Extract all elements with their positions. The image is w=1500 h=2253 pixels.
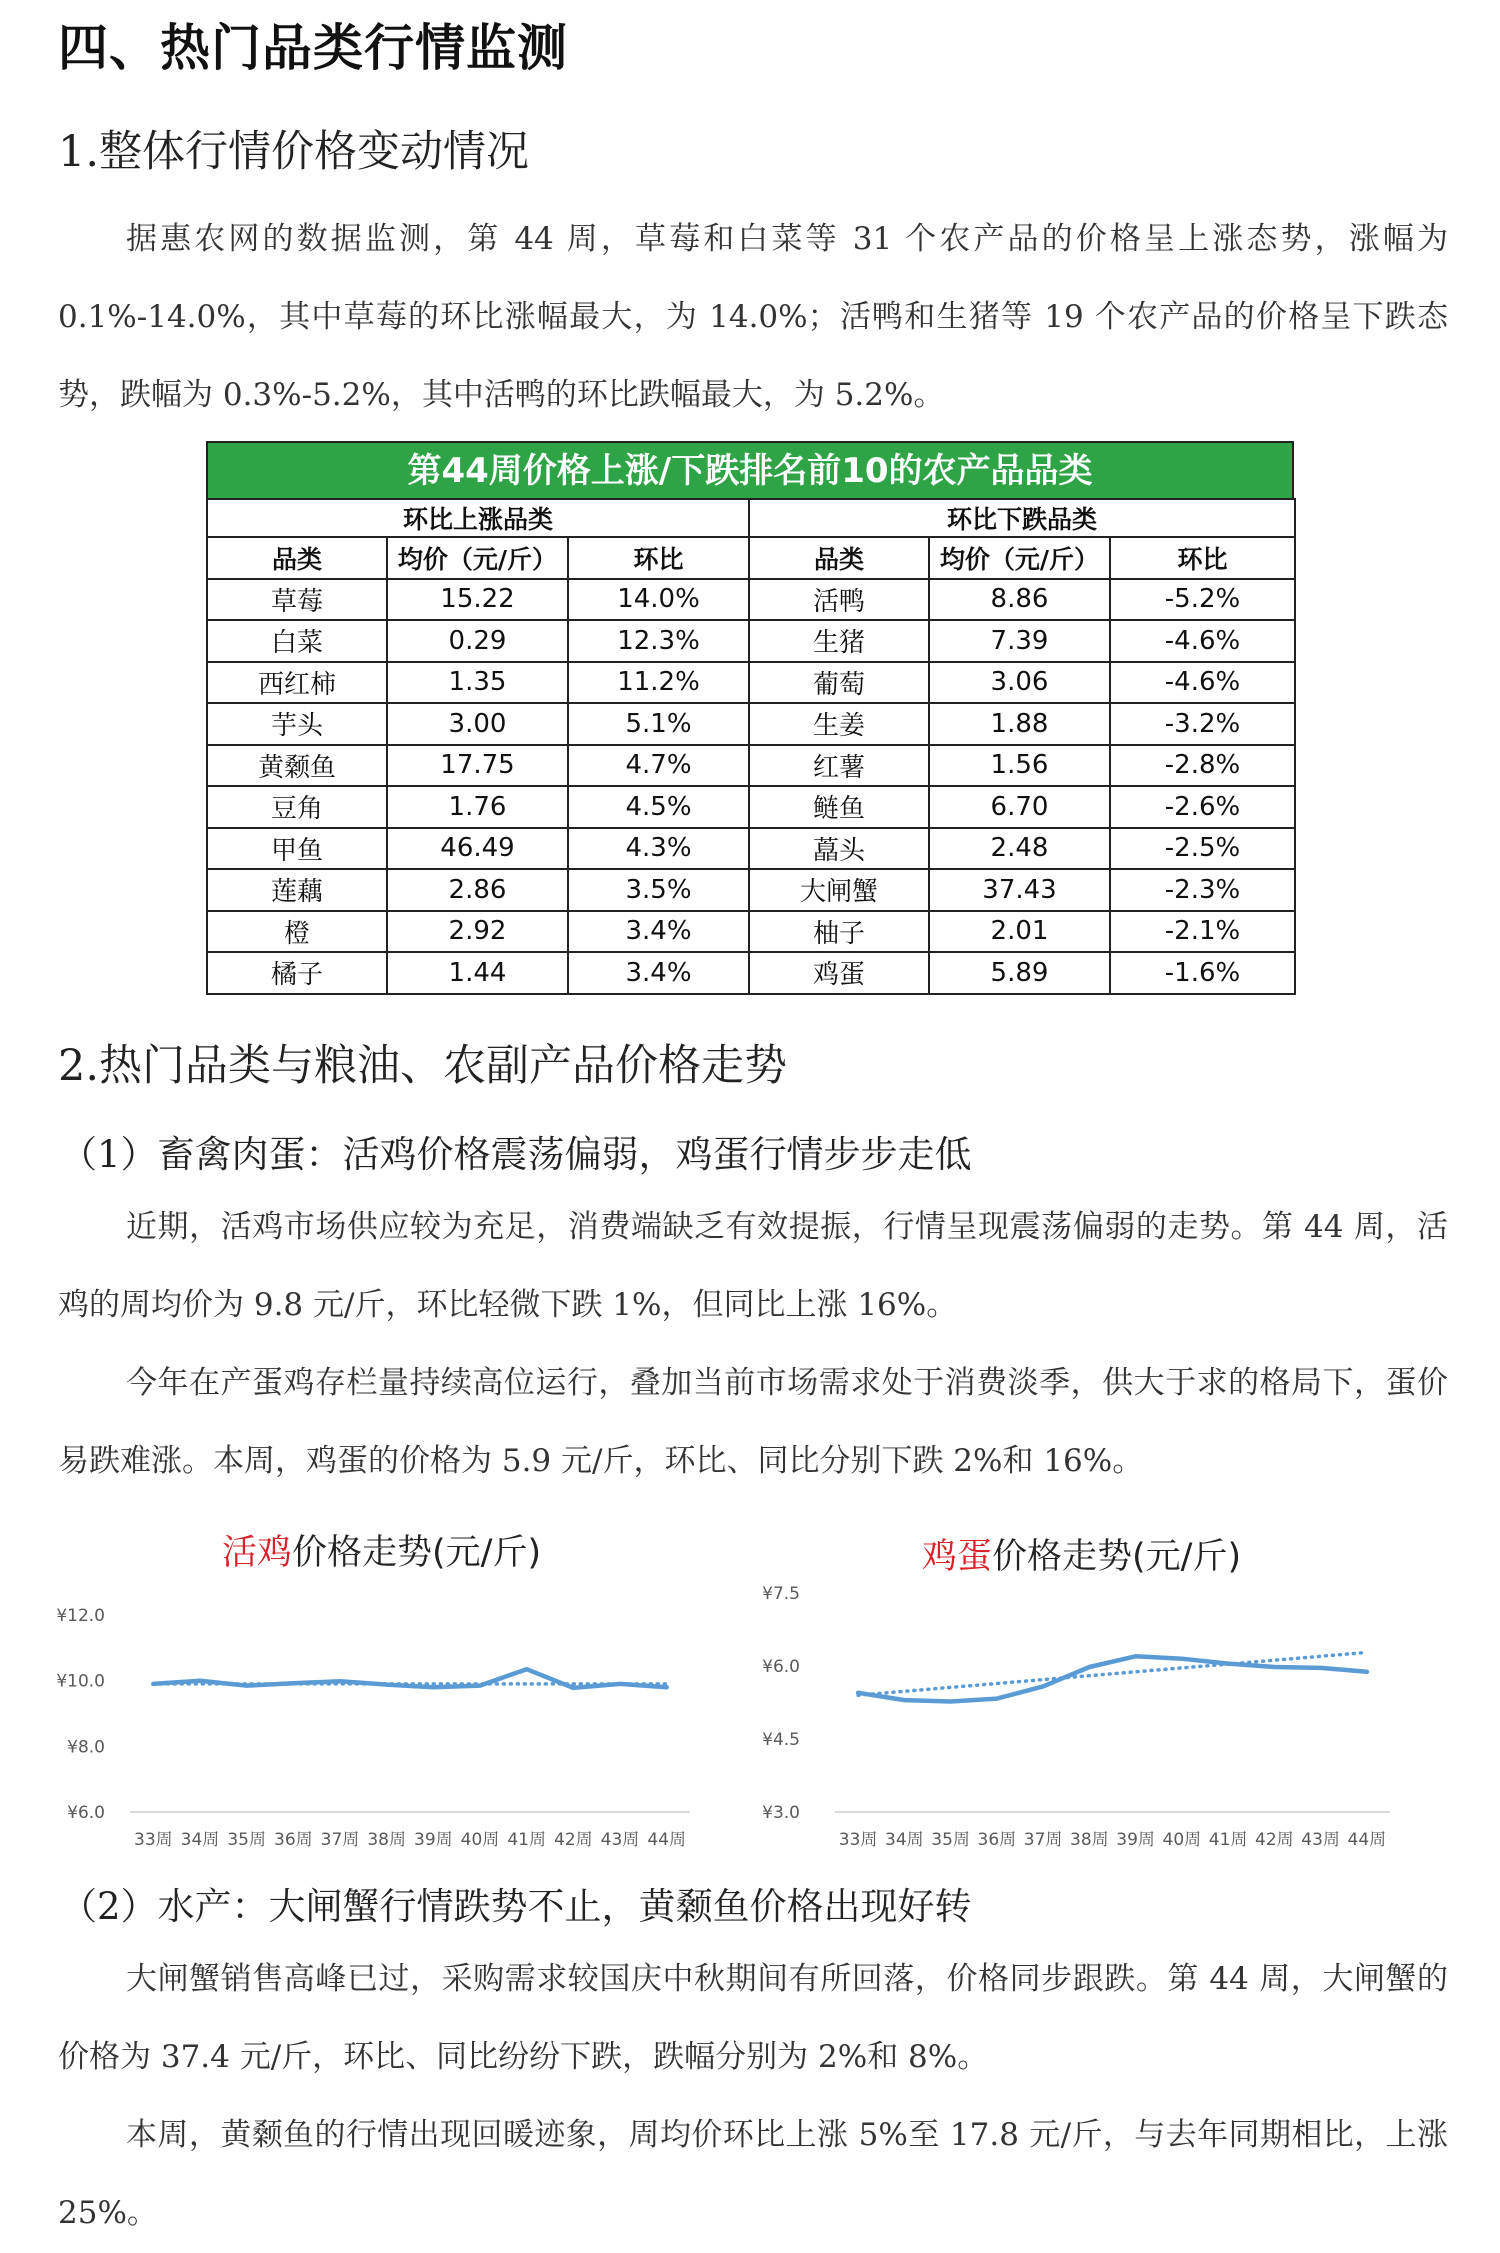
subsection-title-2: 2.热门品类与粮油、农副产品价格走势 [58,1041,788,1091]
table-cell-down-change: -2.3% [1110,869,1295,911]
table-cell-down-change: -3.2% [1110,703,1295,745]
table-cell-down-change: -1.6% [1110,952,1295,994]
trend-line [858,1652,1367,1695]
table-cell-up-change: 5.1% [568,703,749,745]
chart-title-rest: 价格走势(元/斤) [292,1533,542,1573]
table-cell-down-name: 红薯 [749,745,929,787]
x-tick-label: 37周 [320,1830,360,1850]
aquatic-subtitle: （2）水产：大闸蟹行情跌势不止，黄颡鱼价格出现好转 [60,1885,972,1928]
chicken-price-chart [40,1515,720,1855]
table-row [207,869,1295,911]
table-cell-up-price: 3.00 [387,703,568,745]
table-cell-down-change: -2.6% [1110,786,1295,828]
x-tick-label: 41周 [1208,1830,1248,1850]
table-cell-up-change: 4.3% [568,828,749,870]
table-cell-up-price: 1.35 [387,662,568,704]
x-tick-label: 41周 [507,1830,546,1850]
table-cell-up-name: 莲藕 [207,869,387,911]
y-tick-label: ¥6.0 [762,1657,800,1677]
table-row [207,786,1295,828]
y-tick-label: ¥8.0 [67,1737,105,1758]
table-cell-up-price: 17.75 [387,745,568,787]
table-cell-up-change: 3.4% [568,952,749,994]
y-tick-label: ¥7.5 [762,1584,800,1604]
table-cell-up-change: 4.7% [568,745,749,787]
table-cell-down-name: 鸡蛋 [749,952,929,994]
table-cell-up-price: 2.86 [387,869,568,911]
x-tick-label: 42周 [1255,1830,1294,1850]
col-header-change: 环比 [1110,537,1295,579]
egg-price-plot [740,1515,1420,1855]
table-cell-up-name: 芋头 [207,703,387,745]
table-cell-up-price: 46.49 [387,828,568,870]
ranking-table [206,441,1294,995]
table-cell-down-name: 鲢鱼 [749,786,929,828]
chart-title-highlight: 活鸡 [222,1533,293,1573]
table-cell-up-price: 0.29 [387,620,568,662]
x-tick-label: 33周 [838,1830,878,1850]
table-cell-up-name: 橘子 [207,952,387,994]
price-line [858,1656,1367,1701]
table-cell-up-name: 西红柿 [207,662,387,704]
table-cell-down-name: 柚子 [749,911,929,953]
table-cell-down-price: 7.39 [929,620,1110,662]
x-tick-label: 34周 [885,1830,924,1850]
col-header-name: 品类 [749,537,929,579]
y-tick-label: ¥6.0 [67,1803,105,1823]
y-tick-label: ¥4.5 [762,1730,800,1750]
table-cell-up-price: 15.22 [387,579,568,621]
table-cell-up-price: 2.92 [387,911,568,953]
table-cell-up-change: 3.5% [568,869,749,911]
table-row [207,703,1295,745]
table-row [207,662,1295,704]
x-tick-label: 44周 [1347,1830,1387,1850]
table-cell-down-price: 6.70 [929,786,1110,828]
x-tick-label: 40周 [460,1830,500,1850]
table-cell-down-name: 生姜 [749,703,929,745]
poultry-subtitle: （1）畜禽肉蛋：活鸡价格震荡偏弱，鸡蛋行情步步走低 [60,1133,972,1176]
table-cell-down-price: 1.56 [929,745,1110,787]
poultry-paragraph-2: 今年在产蛋鸡存栏量持续高位运行，叠加当前市场需求处于消费淡季，供大于求的格局下，蛋价易跌难涨。本周，鸡蛋的价格为 5.9 元/斤，环比、同比分别下跌 2%和 16%。 [58,1365,1448,1479]
col-header-name: 品类 [207,537,387,579]
table-cell-up-name: 黄颡鱼 [207,745,387,787]
table-row [207,828,1295,870]
chart-title-highlight: 鸡蛋 [922,1537,993,1577]
x-tick-label: 35周 [227,1830,266,1850]
group-header-up: 环比上涨品类 [207,499,749,537]
overview-paragraph: 据惠农网的数据监测，第 44 周，草莓和白菜等 31 个农产品的价格呈上涨态势，涨幅为 0.1%-14.0%，其中草莓的环比涨幅最大，为 14.0%；活鸭和生猪等 19 个农产品的价格呈下跌态势，跌幅为 0.3%-5.2%，其中活鸭的环比跌幅最大，为 5.2%。 [58,221,1448,413]
table-cell-up-change: 4.5% [568,786,749,828]
aquatic-paragraph-1: 大闸蟹销售高峰已过，采购需求较国庆中秋期间有所回落，价格同步跟跌。第 44 周，大闸蟹的价格为 37.4 元/斤，环比、同比纷纷下跌，跌幅分别为 2%和 8%。 [58,1961,1448,2075]
table-cell-up-change: 14.0% [568,579,749,621]
x-tick-label: 40周 [1162,1830,1202,1850]
table-cell-down-name: 大闸蟹 [749,869,929,911]
table-cell-down-change: -2.1% [1110,911,1295,953]
poultry-paragraph-1: 近期，活鸡市场供应较为充足，消费端缺乏有效提振，行情呈现震荡偏弱的走势。第 44 周，活鸡的周均价为 9.8 元/斤，环比轻微下跌 1%，但同比上涨 16%。 [58,1209,1448,1323]
aquatic-paragraph-2: 本周，黄颡鱼的行情出现回暖迹象，周均价环比上涨 5%至 17.8 元/斤，与去年同期相比，上涨 25%。 [58,2117,1448,2231]
table-cell-down-change: -5.2% [1110,579,1295,621]
table-row [207,745,1295,787]
x-tick-label: 39周 [1116,1830,1155,1850]
y-tick-label: ¥10.0 [56,1671,105,1692]
table-cell-up-name: 白菜 [207,620,387,662]
group-header-down: 环比下跌品类 [749,499,1295,537]
x-tick-label: 42周 [554,1830,593,1850]
table-cell-down-name: 生猪 [749,620,929,662]
table-cell-down-price: 2.01 [929,911,1110,953]
table-cell-down-price: 5.89 [929,952,1110,994]
table-cell-down-name: 藠头 [749,828,929,870]
table-cell-down-price: 2.48 [929,828,1110,870]
x-tick-label: 35周 [931,1830,970,1850]
table-cell-down-price: 1.88 [929,703,1110,745]
x-tick-label: 44周 [647,1830,686,1850]
x-tick-label: 36周 [977,1830,1017,1850]
y-tick-label: ¥12.0 [56,1606,105,1626]
table-cell-down-name: 葡萄 [749,662,929,704]
table-cell-down-change: -4.6% [1110,620,1295,662]
x-tick-label: 43周 [1301,1830,1340,1850]
x-tick-label: 38周 [1070,1830,1109,1850]
table-cell-up-price: 1.76 [387,786,568,828]
table-title: 第44周价格上涨/下跌排名前10的农产品品类 [206,441,1294,498]
x-tick-label: 36周 [274,1830,313,1850]
table-cell-up-change: 3.4% [568,911,749,953]
chart-title-rest: 价格走势(元/斤) [992,1537,1242,1577]
x-tick-label: 43周 [600,1830,640,1850]
table-row [207,620,1295,662]
table-row [207,952,1295,994]
table-cell-down-price: 8.86 [929,579,1110,621]
x-tick-label: 37周 [1023,1830,1063,1850]
y-tick-label: ¥3.0 [762,1803,800,1823]
table-cell-up-name: 豆角 [207,786,387,828]
col-header-change: 环比 [568,537,749,579]
table-cell-down-name: 活鸭 [749,579,929,621]
table-cell-down-change: -2.5% [1110,828,1295,870]
table-cell-up-name: 甲鱼 [207,828,387,870]
table-cell-up-name: 草莓 [207,579,387,621]
section-title: 四、热门品类行情监测 [58,19,568,77]
table-cell-up-price: 1.44 [387,952,568,994]
table-cell-down-price: 37.43 [929,869,1110,911]
table-row [207,579,1295,621]
table-cell-up-change: 12.3% [568,620,749,662]
table-cell-up-name: 橙 [207,911,387,953]
table-cell-up-change: 11.2% [568,662,749,704]
x-tick-label: 33周 [134,1830,173,1850]
chicken-price-plot [40,1515,720,1855]
col-header-price: 均价（元/斤） [929,537,1110,579]
x-tick-label: 38周 [367,1830,406,1850]
table-row [207,911,1295,953]
col-header-price: 均价（元/斤） [387,537,568,579]
x-tick-label: 39周 [414,1830,453,1850]
x-tick-label: 34周 [180,1830,220,1850]
subsection-title-1: 1.整体行情价格变动情况 [58,127,530,177]
egg-price-chart [740,1515,1420,1855]
table-cell-down-price: 3.06 [929,662,1110,704]
table-cell-down-change: -4.6% [1110,662,1295,704]
table-cell-down-change: -2.8% [1110,745,1295,787]
